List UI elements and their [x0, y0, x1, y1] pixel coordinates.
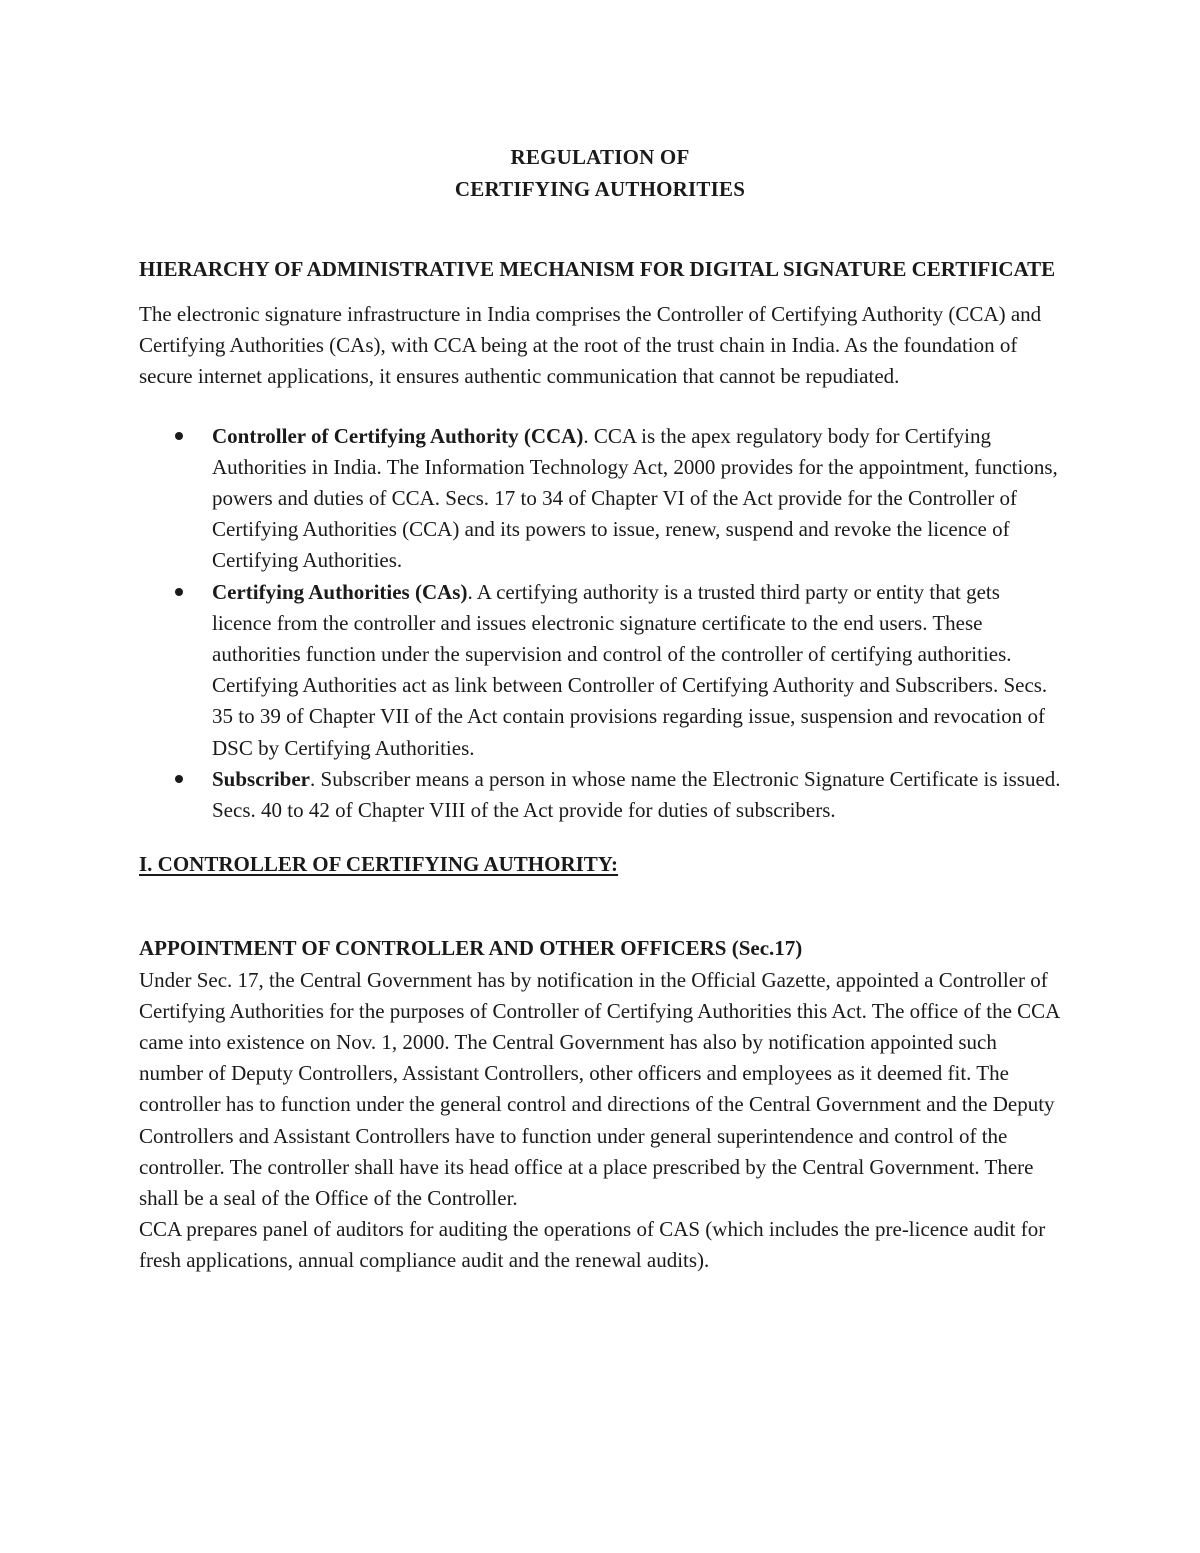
- list-item-text: . Subscriber means a person in whose name the Electronic Signature Certificate is issued. Secs. 40 to 42 of Chapter VIII of the Act provide for duties of subscribers.: [212, 766, 1061, 823]
- appointment-paragraph: Under Sec. 17, the Central Government has by notification in the Official Gazette, appointed a Controller of Certifying Authorities for the purposes of Controller of Certifying Authorities this Act. The office of the CCA came into existence on Nov. 1, 2000. The Central Government has also by notification appointed such number of Deputy Controllers, Assistant Controllers, other officers and employees as it deemed fit. The controller has to function under the general control and directions of the Central Government and the Deputy Controllers and Assistant Controllers have to function under general superintendence and control of the controller. The controller shall have its head office at a place prescribed by the Central Government. There shall be a seal of the Office of the Controller.: [139, 967, 1060, 1211]
- title-line-2: CERTIFYING AUTHORITIES: [454, 177, 746, 201]
- title-line-1: REGULATION OF: [510, 145, 690, 169]
- list-item-term: Controller of Certifying Authority (CCA): [212, 423, 584, 448]
- list-item-text: . CCA is the apex regulatory body for Certifying Authorities in India. The Information Technology Act, 2000 provides for the appointment, functions, powers and duties of CCA. Secs. 17 to 34 of Chapter VI of the Act provide for the Controller of Certifying Authorities (CCA) and its powers to issue, renew, suspend and revoke the licence of Certifying Authorities.: [212, 423, 1058, 573]
- intro-paragraph: The electronic signature infrastructure in India comprises the Controller of Certifying Authority (CCA) and Certifying Authorities (CAs), with CCA being at the root of the trust chain in India. As the foundation of secure internet applications, it ensures authentic communication that cannot be repudiated.: [139, 302, 1042, 389]
- hierarchy-list: [139, 421, 1064, 827]
- document-title: [0, 141, 1200, 205]
- bullet-icon: [175, 775, 183, 783]
- hierarchy-heading: HIERARCHY OF ADMINISTRATIVE MECHANISM FOR DIGITAL SIGNATURE CERTIFICATE: [139, 257, 1056, 281]
- list-item-subscriber: [139, 764, 1064, 826]
- list-item-term: Certifying Authorities (CAs): [212, 579, 468, 604]
- document-body: [139, 254, 1064, 1277]
- list-item-term: Subscriber: [212, 766, 311, 791]
- bullet-icon: [175, 588, 183, 596]
- list-item-cca: [139, 421, 1064, 577]
- subsection-heading-appointment: APPOINTMENT OF CONTROLLER AND OTHER OFFICERS (Sec.17): [139, 936, 803, 961]
- list-item-cas: [139, 577, 1064, 764]
- list-item-text: . A certifying authority is a trusted third party or entity that gets licence from the controller and issues electronic signature certificate to the end users. These authorities function under the supervision and control of the controller of certifying authorities. Certifying Authorities act as link between Controller of Certifying Authority and Subscribers. Secs. 35 to 39 of Chapter VII of the Act contain provisions regarding issue, suspension and revocation of DSC by Certifying Authorities.: [212, 579, 1048, 760]
- bullet-icon: [175, 432, 183, 440]
- section-heading-controller: I. CONTROLLER OF CERTIFYING AUTHORITY:: [139, 852, 619, 877]
- auditors-paragraph: CCA prepares panel of auditors for auditing the operations of CAS (which includes the pre-licence audit for fresh applications, annual compliance audit and the renewal audits).: [139, 1217, 1046, 1273]
